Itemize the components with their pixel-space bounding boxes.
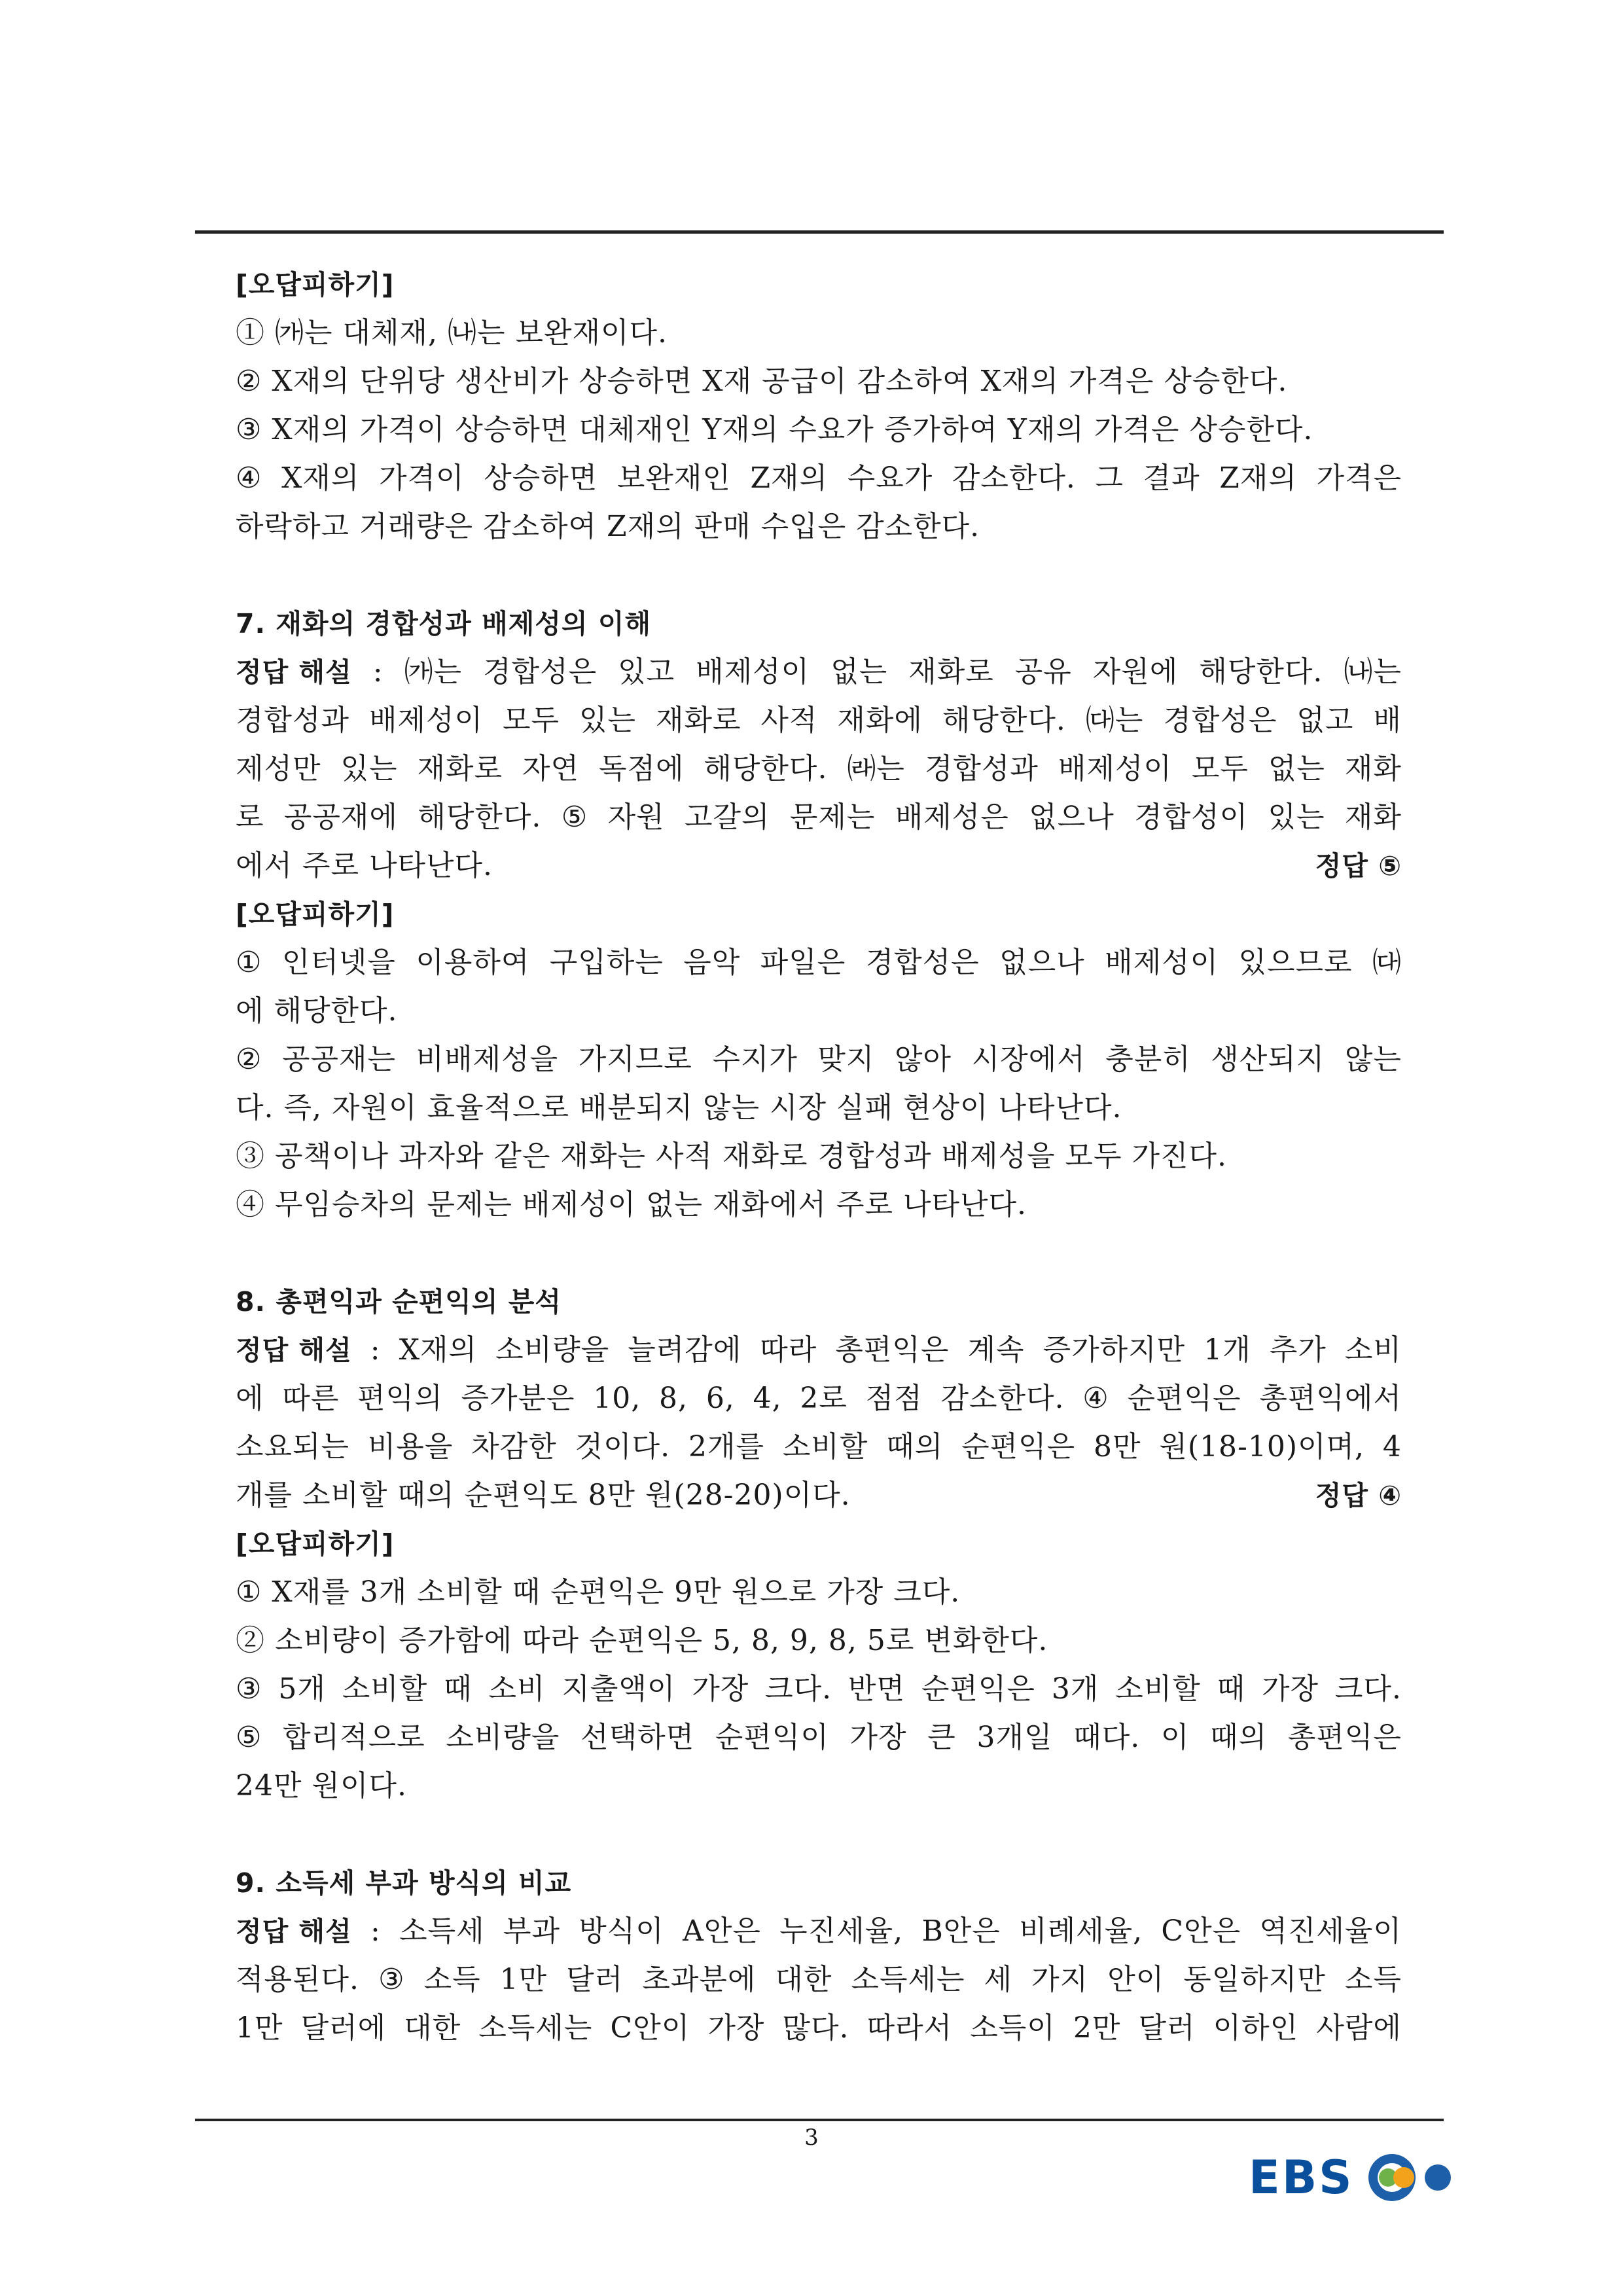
answer-line-text: 에서 주로 나타난다.: [236, 849, 493, 882]
text-line: ④ 무임승차의 문제는 배제성이 없는 재화에서 주로 나타난다.: [236, 1188, 1027, 1221]
ebs-logo-text: EBS: [1249, 2151, 1354, 2204]
section-heading: [오답피하기]: [236, 899, 395, 930]
text-line: 경합성과 배제성이 모두 있는 재화로 사적 재화에 해당한다. ㈐는 경합성은 없고 배: [236, 704, 1402, 737]
explanation-line: 정답 해설 : 소득세 부과 방식이 A안은 누진세율, B안은 비례세율, C안은 역진세율이: [236, 1907, 1402, 1956]
document-body: [236, 260, 1402, 2053]
text-line: 로 공공재에 해당한다. ⑤ 자원 고갈의 문제는 배제성은 없으나 경합성이 있는 재화: [236, 800, 1402, 834]
paragraph-gap: [236, 551, 1402, 600]
text-line: 제성만 있는 재화로 자연 독점에 해당한다. ㈑는 경합성과 배제성이 모두 없는 재화: [236, 752, 1402, 785]
section-heading: [오답피하기]: [236, 269, 395, 300]
text-line: 적용된다. ③ 소득 1만 달러 초과분에 대한 소득세는 세 가지 안이 동일하지만 소득: [236, 1963, 1402, 1996]
answer-label: 정답 ④: [1315, 1480, 1402, 1511]
text-line: 하락하고 거래량은 감소하여 Z재의 판매 수입은 감소한다.: [236, 510, 980, 543]
ebs-logo: [1249, 2151, 1464, 2204]
text-line: 에 따른 편익의 증가분은 10, 8, 6, 4, 2로 점점 감소한다. ④ 순편익은 총편익에서: [236, 1382, 1402, 1415]
text-line: 다. 즉, 자원이 효율적으로 배분되지 않는 시장 실패 현상이 나타난다.: [236, 1091, 1122, 1124]
text-line: ② 공공재는 비배제성을 가지므로 수지가 맞지 않아 시장에서 충분히 생산되지 않는: [236, 1043, 1402, 1076]
explanation-label: 정답 해설: [236, 1916, 352, 1947]
text-line: ③ 5개 소비할 때 소비 지출액이 가장 크다. 반면 순편익은 3개 소비할 때 가장 크다.: [236, 1672, 1402, 1706]
text-line: 24만 원이다.: [236, 1769, 407, 1803]
section-heading: 9. 소득세 부과 방식의 비교: [236, 1867, 572, 1899]
section-heading: [오답피하기]: [236, 1528, 395, 1560]
answer-line-text: 개를 소비할 때의 순편익도 8만 원(28-20)이다.: [236, 1479, 851, 1512]
paragraph-gap: [236, 1229, 1402, 1278]
text-line: 소요되는 비용을 차감한 것이다. 2개를 소비할 때의 순편익은 8만 원(18-10)이며, 4: [236, 1430, 1402, 1463]
explanation-line: 정답 해설 : X재의 소비량을 늘려감에 따라 총편익은 계속 증가하지만 1개 추가 소비: [236, 1326, 1402, 1374]
header-rule: [195, 230, 1444, 234]
text-line: ⑤ 합리적으로 소비량을 선택하면 순편익이 가장 큰 3개일 때다. 이 때의 총편익은: [236, 1721, 1402, 1754]
answer-label: 정답 ⑤: [1315, 850, 1402, 882]
footer-rule: [195, 2119, 1444, 2121]
text-line: ② 소비량이 증가함에 따라 순편익은 5, 8, 9, 8, 5로 변화한다.: [236, 1624, 1048, 1657]
explanation-label: 정답 해설: [236, 1335, 352, 1366]
answer-line: [236, 1471, 1402, 1520]
text-line: ④ X재의 가격이 상승하면 보완재인 Z재의 수요가 감소한다. 그 결과 Z재의 가격은: [236, 461, 1402, 495]
text-line: 1만 달러에 대한 소득세는 C안이 가장 많다. 따라서 소득이 2만 달러 이하인 사람에: [236, 2011, 1402, 2045]
explanation-label: 정답 해설: [236, 656, 352, 688]
ebs-logo-mark-icon: [1366, 2151, 1464, 2204]
text-line: ③ X재의 가격이 상승하면 대체재인 Y재의 수요가 증가하여 Y재의 가격은 상승한다.: [236, 413, 1313, 446]
answer-line: [236, 842, 1402, 890]
page-number: 3: [804, 2125, 819, 2151]
text-line: ② X재의 단위당 생산비가 상승하면 X재 공급이 감소하여 X재의 가격은 상승한다.: [236, 365, 1288, 398]
section-heading: 8. 총편익과 순편익의 분석: [236, 1286, 562, 1318]
text-line: ③ 공책이나 과자와 같은 재화는 사적 재화로 경합성과 배제성을 모두 가진다.: [236, 1139, 1227, 1173]
text-line: 에 해당한다.: [236, 994, 398, 1028]
section-heading: 7. 재화의 경합성과 배제성의 이해: [236, 608, 652, 639]
explanation-line: 정답 해설 : ㈎는 경합성은 있고 배제성이 없는 재화로 공유 자원에 해당한다. ㈏는: [236, 648, 1402, 696]
text-line: ① ㈎는 대체재, ㈏는 보완재이다.: [236, 316, 668, 350]
text-line: ① 인터넷을 이용하여 구입하는 음악 파일은 경합성은 없으나 배제성이 있으므로 ㈐: [236, 946, 1402, 979]
paragraph-gap: [236, 1810, 1402, 1859]
text-line: ① X재를 3개 소비할 때 순편익은 9만 원으로 가장 크다.: [236, 1575, 961, 1609]
